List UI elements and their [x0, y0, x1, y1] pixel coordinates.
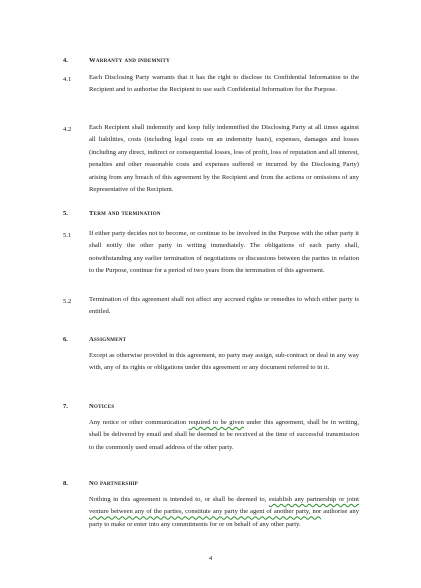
section-7-text-part-3: under this agreement, shall be in writing, shall be delivered by email and shall be deemed to be received at the time of successful transmission to the commonly used email address of the other party.: [89, 419, 359, 451]
section-5-number: 5.: [63, 210, 68, 217]
clause-5-1-number: 5.1: [63, 232, 72, 239]
section-4-number: 4.: [63, 57, 68, 64]
page-number: 4: [208, 555, 213, 562]
section-5-heading: Term and termination: [89, 210, 161, 217]
section-6-number: 6.: [63, 336, 68, 343]
clause-4-2-number: 4.2: [63, 126, 72, 133]
section-8-flagged-phrase: establish any partnership or joint venture between any of the parties, constitute any party the agent of another party, nor: [89, 496, 360, 516]
section-7-number: 7.: [63, 403, 68, 410]
clause-5-2-text: Termination of this agreement shall not affect any accrued rights or remedies to which either party is entitled.: [89, 296, 359, 316]
section-7-text: [89, 417, 359, 454]
section-8-number: 8.: [63, 480, 68, 487]
clause-5-1-text: If either party decides not to become, or continue to be involved in the Purpose with the other party it shall notify the other party in writing immediately. The obligations of each party shall, notwithstanding any earlier termination of negotiations or discussions between the parties in relation to the Purpose, continue for a period of two years from the termination of this agreement.: [89, 230, 359, 275]
section-8-text-part-1: Nothing in this agreement is intended to, or shall be deemed to,: [89, 496, 269, 503]
section-8-text: [89, 494, 359, 531]
section-4-heading: Warranty and indemnity: [89, 57, 170, 64]
section-8-heading: No partnership: [89, 480, 139, 487]
clause-5-2-number: 5.2: [63, 298, 72, 305]
clause-4-1-number: 4.1: [63, 76, 72, 83]
clause-4-2-text: Each Recipient shall indemnify and keep fully indemnified the Disclosing Party at all times against all liabilities, costs (including legal costs on an indemnity basis), expenses, damages and losses (including any direct, indirect or consequential losses, loss of profit, loss of reputation and all interest, penalties and other reasonable costs and expenses suffered or incurred by the Disclosing Party) arising from any breach of this agreement by the Recipient and from the actions or omissions of any Representative of the Recipient.: [89, 124, 359, 194]
section-7-text-part-1: Any notice or other communication: [89, 419, 189, 426]
section-8-text-part-3: authorise any party to make or enter into any commitments for or on behalf of any other party.: [89, 508, 359, 528]
section-6-heading: Assignment: [89, 336, 127, 343]
section-7-flagged-phrase: required to be given: [188, 419, 244, 426]
section-7-heading: Notices: [89, 403, 115, 410]
clause-4-1-text: Each Disclosing Party warrants that it has the right to disclose its Confidential Information to the Recipient and to authorise the Recipient to use such Confidential Information for the Purpose.: [89, 74, 359, 94]
section-6-text: Except as otherwise provided in this agreement, no party may assign, sub-contract or deal in any way with, any of its rights or obligations under this agreement or any document referred to in it.: [89, 352, 359, 372]
